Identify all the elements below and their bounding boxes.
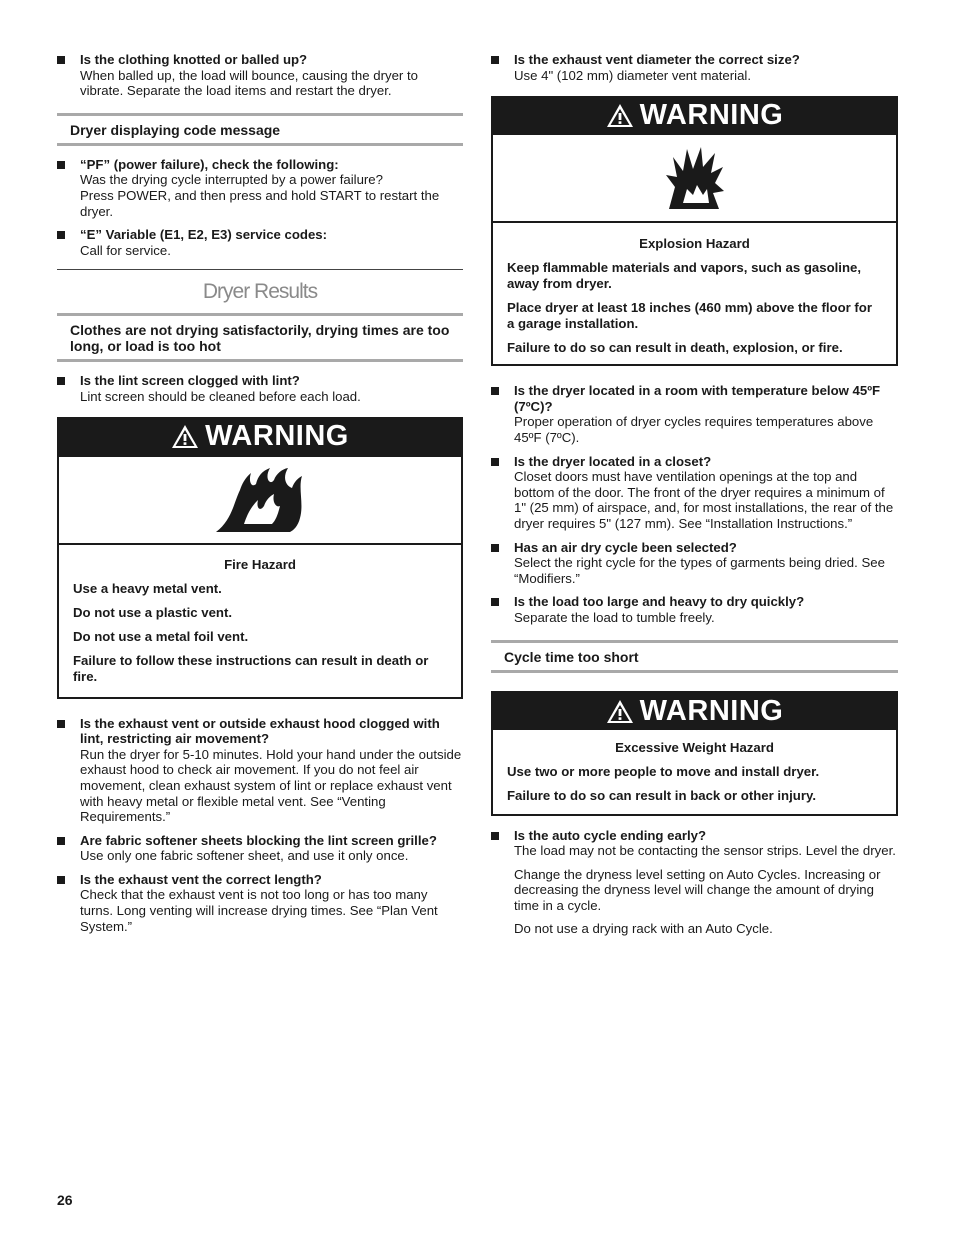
answer: Press POWER, and then press and hold START to restart the dryer. xyxy=(80,187,440,219)
bullet-item xyxy=(491,540,898,587)
warning-body xyxy=(493,730,896,814)
hazard-title: Fire Hazard xyxy=(224,556,296,572)
answer: Separate the load to tumble freely. xyxy=(514,609,715,625)
warning-triangle-icon xyxy=(606,103,634,128)
warning-line: Failure to do so can result in back or other injury. xyxy=(507,787,816,803)
warning-body xyxy=(59,545,461,697)
question: Are fabric softener sheets blocking the lint screen grille? xyxy=(80,832,437,848)
answer: Change the dryness level setting on Auto Cycles. Increasing or decreasing the dryness level will change the amount of drying time in a cycle. xyxy=(514,866,881,913)
bullet-item xyxy=(57,373,463,404)
bullet-item xyxy=(491,828,898,938)
answer: Select the right cycle for the types of garments being dried. See “Modifiers.” xyxy=(514,555,885,586)
warning-label: WARNING xyxy=(639,99,784,132)
hazard-image xyxy=(493,133,896,223)
weight-warning-box xyxy=(491,691,898,816)
left-column xyxy=(57,52,463,934)
warning-header xyxy=(493,98,896,133)
answer: Proper operation of dryer cycles requires temperatures above 45ºF (7ºC). xyxy=(514,414,874,445)
fire-warning-box xyxy=(57,417,463,699)
warning-line: Keep flammable materials and vapors, such as gasoline, away from dryer. xyxy=(507,260,862,292)
subsection-heading: Clothes are not drying satisfactorily, drying times are too long, or load is too hot xyxy=(57,313,463,362)
warning-line: Do not use a metal foil vent. xyxy=(73,628,249,644)
bullet-item xyxy=(57,716,463,825)
bullet-item xyxy=(57,833,463,864)
bullet-square-icon xyxy=(57,161,65,169)
hazard-image xyxy=(59,455,461,545)
bullet-square-icon xyxy=(57,720,65,728)
answer: Use only one fabric softener sheet, and use it only once. xyxy=(80,848,409,864)
bullet-item xyxy=(491,52,898,83)
question: Is the dryer located in a closet? xyxy=(514,453,712,469)
question: Is the exhaust vent the correct length? xyxy=(80,871,322,887)
bullet-square-icon xyxy=(57,377,65,385)
answer: The load may not be contacting the sensor strips. Level the dryer. xyxy=(514,843,896,859)
warning-label: WARNING xyxy=(639,694,784,727)
bullet-square-icon xyxy=(491,832,499,840)
bullet-square-icon xyxy=(491,387,499,395)
warning-line: Use a heavy metal vent. xyxy=(73,580,222,596)
warning-line: Do not use a plastic vent. xyxy=(73,604,233,620)
warning-label: WARNING xyxy=(205,420,349,453)
question: “PF” (power failure), check the following: xyxy=(80,156,339,172)
explosion-hazard-icon xyxy=(665,145,725,211)
warning-triangle-icon xyxy=(171,424,199,449)
answer: When balled up, the load will bounce, causing the dryer to vibrate. Separate the load items and restart the dryer. xyxy=(80,67,418,99)
answer: Lint screen should be cleaned before each load. xyxy=(80,388,361,404)
answer: Was the drying cycle interrupted by a power failure? xyxy=(80,172,383,188)
bullet-item xyxy=(57,157,463,219)
question: Is the auto cycle ending early? xyxy=(514,827,707,843)
warning-header xyxy=(493,693,896,730)
page-number: 26 xyxy=(57,1192,73,1208)
warning-line: Failure to follow these instructions can result in death or fire. xyxy=(73,652,429,684)
hazard-title: Excessive Weight Hazard xyxy=(615,739,774,755)
question: Is the load too large and heavy to dry quickly? xyxy=(514,594,805,610)
subsection-heading: Cycle time too short xyxy=(491,640,898,673)
warning-body xyxy=(493,223,896,364)
answer: Use 4" (102 mm) diameter vent material. xyxy=(514,67,752,83)
question: Is the lint screen clogged with lint? xyxy=(80,373,300,389)
answer: Do not use a drying rack with an Auto Cycle. xyxy=(514,921,773,937)
answer: Closet doors must have ventilation openings at the top and bottom of the door. The front of the dryer requires a minimum of 1" (25 mm) of airspace, and, for most installations, the rear of the dryer requires 5" (127 mm). See “Installation Instructions.” xyxy=(514,469,894,531)
bullet-square-icon xyxy=(491,544,499,552)
bullet-item xyxy=(57,227,463,258)
explosion-warning-box xyxy=(491,96,898,366)
question: Is the dryer located in a room with temperature below 45ºF (7ºC)? xyxy=(514,383,881,414)
bullet-square-icon xyxy=(491,598,499,606)
bullet-square-icon xyxy=(57,837,65,845)
hazard-title: Explosion Hazard xyxy=(639,236,750,252)
question: “E” Variable (E1, E2, E3) service codes: xyxy=(80,227,328,243)
bullet-item xyxy=(491,594,898,625)
question: Has an air dry cycle been selected? xyxy=(514,539,737,555)
warning-line: Use two or more people to move and install dryer. xyxy=(507,763,820,779)
question: Is the exhaust vent or outside exhaust hood clogged with lint, restricting air movement? xyxy=(80,715,440,747)
bullet-item xyxy=(57,52,463,99)
question: Is the exhaust vent diameter the correct size? xyxy=(514,52,800,67)
warning-header xyxy=(59,419,461,455)
answer: Call for service. xyxy=(80,242,171,258)
bullet-square-icon xyxy=(57,231,65,239)
section-title: Dryer Results xyxy=(202,280,318,304)
fire-hazard-icon xyxy=(214,466,306,534)
bullet-square-icon xyxy=(57,56,65,64)
right-column xyxy=(491,52,898,937)
warning-triangle-icon xyxy=(606,699,634,724)
warning-line: Place dryer at least 18 inches (460 mm) above the floor for a garage installation. xyxy=(507,300,872,332)
bullet-item xyxy=(491,383,898,445)
bullet-square-icon xyxy=(491,458,499,466)
subsection-heading: Dryer displaying code message xyxy=(57,113,463,146)
answer: Check that the exhaust vent is not too long or has too many turns. Long venting will increase drying times. See “Plan Vent System.” xyxy=(80,887,438,934)
bullet-square-icon xyxy=(57,876,65,884)
bullet-square-icon xyxy=(491,56,499,64)
bullet-item xyxy=(57,872,463,934)
answer: Run the dryer for 5-10 minutes. Hold your hand under the outside exhaust hood to check air movement. If you do not feel air movement, clean exhaust system of lint or replace exhaust vent with heavy metal or flexible metal vent. See “Venting Requirements.” xyxy=(80,746,462,825)
warning-line: Failure to do so can result in death, explosion, or fire. xyxy=(507,340,843,356)
bullet-item xyxy=(491,454,898,532)
question: Is the clothing knotted or balled up? xyxy=(80,52,308,67)
